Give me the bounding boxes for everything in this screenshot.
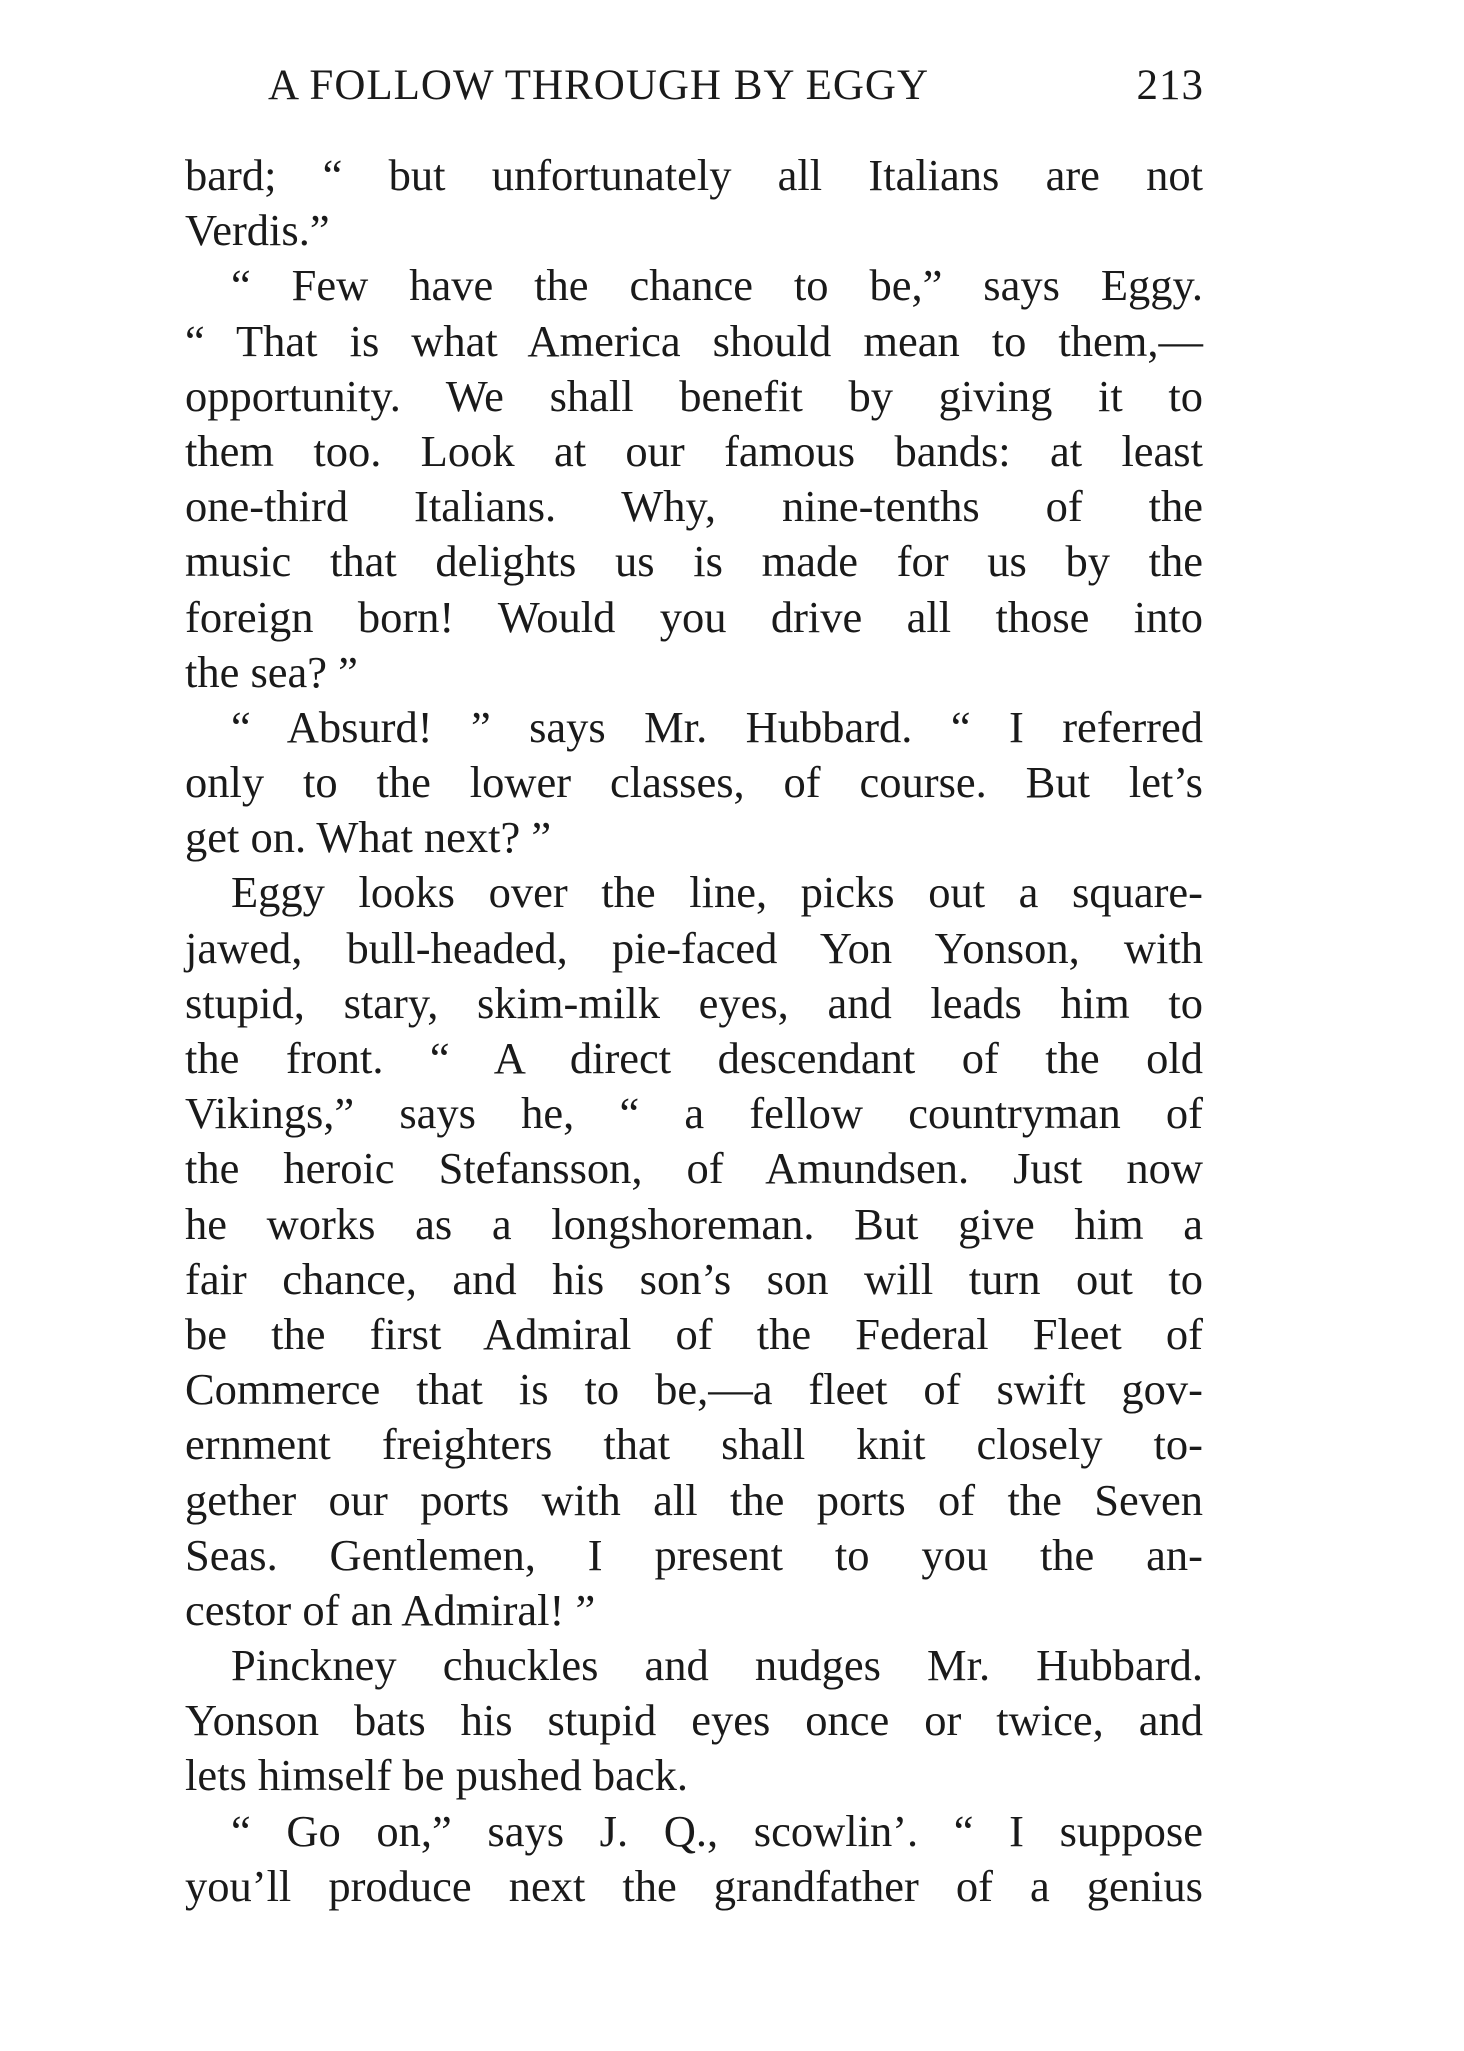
text-line: he works as a longshoreman. But give him a <box>185 1198 1203 1249</box>
text-line: lets himself be pushed back. <box>185 1750 688 1801</box>
text-line: gether our ports with all the ports of the Seven <box>185 1474 1203 1525</box>
text-line: the front. “ A direct descendant of the old <box>185 1033 1203 1083</box>
text-line: opportunity. We shall benefit by giving it to <box>185 370 1203 421</box>
page-number: 213 <box>1136 62 1204 109</box>
page-header <box>268 58 1204 114</box>
body-text <box>185 148 1203 1914</box>
text-line: foreign born! Would you drive all those into <box>185 591 1203 642</box>
text-line: you’ll produce next the grandfather of a genius <box>185 1860 1203 1911</box>
text-line: Yonson bats his stupid eyes once or twice, and <box>185 1695 1203 1746</box>
text-line: one-third Italians. Why, nine-tenths of the <box>185 481 1203 532</box>
text-line: the heroic Stefansson, of Amundsen. Just now <box>185 1143 1203 1194</box>
running-title: A FOLLOW THROUGH BY EGGY <box>268 62 930 109</box>
text-line: music that delights us is made for us by the <box>185 536 1203 587</box>
text-line: bard; “ but unfortunately all Italians are not <box>185 150 1203 200</box>
text-line: the sea? ” <box>185 646 358 697</box>
text-line: cestor of an Admiral! ” <box>185 1584 596 1635</box>
text-line: ernment freighters that shall knit closely to- <box>185 1419 1203 1470</box>
text-line: “ Absurd! ” says Mr. Hubbard. “ I referred <box>231 701 1203 752</box>
text-line: Verdis.” <box>185 205 330 256</box>
text-line: Commerce that is to be,—a fleet of swift gov- <box>185 1364 1203 1415</box>
text-line: jawed, bull-headed, pie-faced Yon Yonson, with <box>185 922 1203 973</box>
text-line: be the first Admiral of the Federal Fleet of <box>185 1308 1203 1359</box>
text-line: only to the lower classes, of course. But let’s <box>185 757 1203 808</box>
text-line: “ Few have the chance to be,” says Eggy. <box>231 260 1203 311</box>
text-line: get on. What next? ” <box>185 812 552 863</box>
text-line: them too. Look at our famous bands: at least <box>185 425 1203 476</box>
text-line: “ That is what America should mean to them,— <box>185 315 1203 366</box>
text-line: fair chance, and his son’s son will turn out to <box>185 1253 1203 1304</box>
text-line: Seas. Gentlemen, I present to you the an- <box>185 1529 1203 1580</box>
text-line: “ Go on,” says J. Q., scowlin’. “ I suppose <box>231 1805 1203 1856</box>
text-line: stupid, stary, skim-milk eyes, and leads him to <box>185 977 1203 1028</box>
text-line: Vikings,” says he, “ a fellow countryman of <box>185 1088 1203 1139</box>
text-line: Pinckney chuckles and nudges Mr. Hubbard. <box>231 1640 1203 1691</box>
text-line: Eggy looks over the line, picks out a square- <box>231 867 1203 918</box>
